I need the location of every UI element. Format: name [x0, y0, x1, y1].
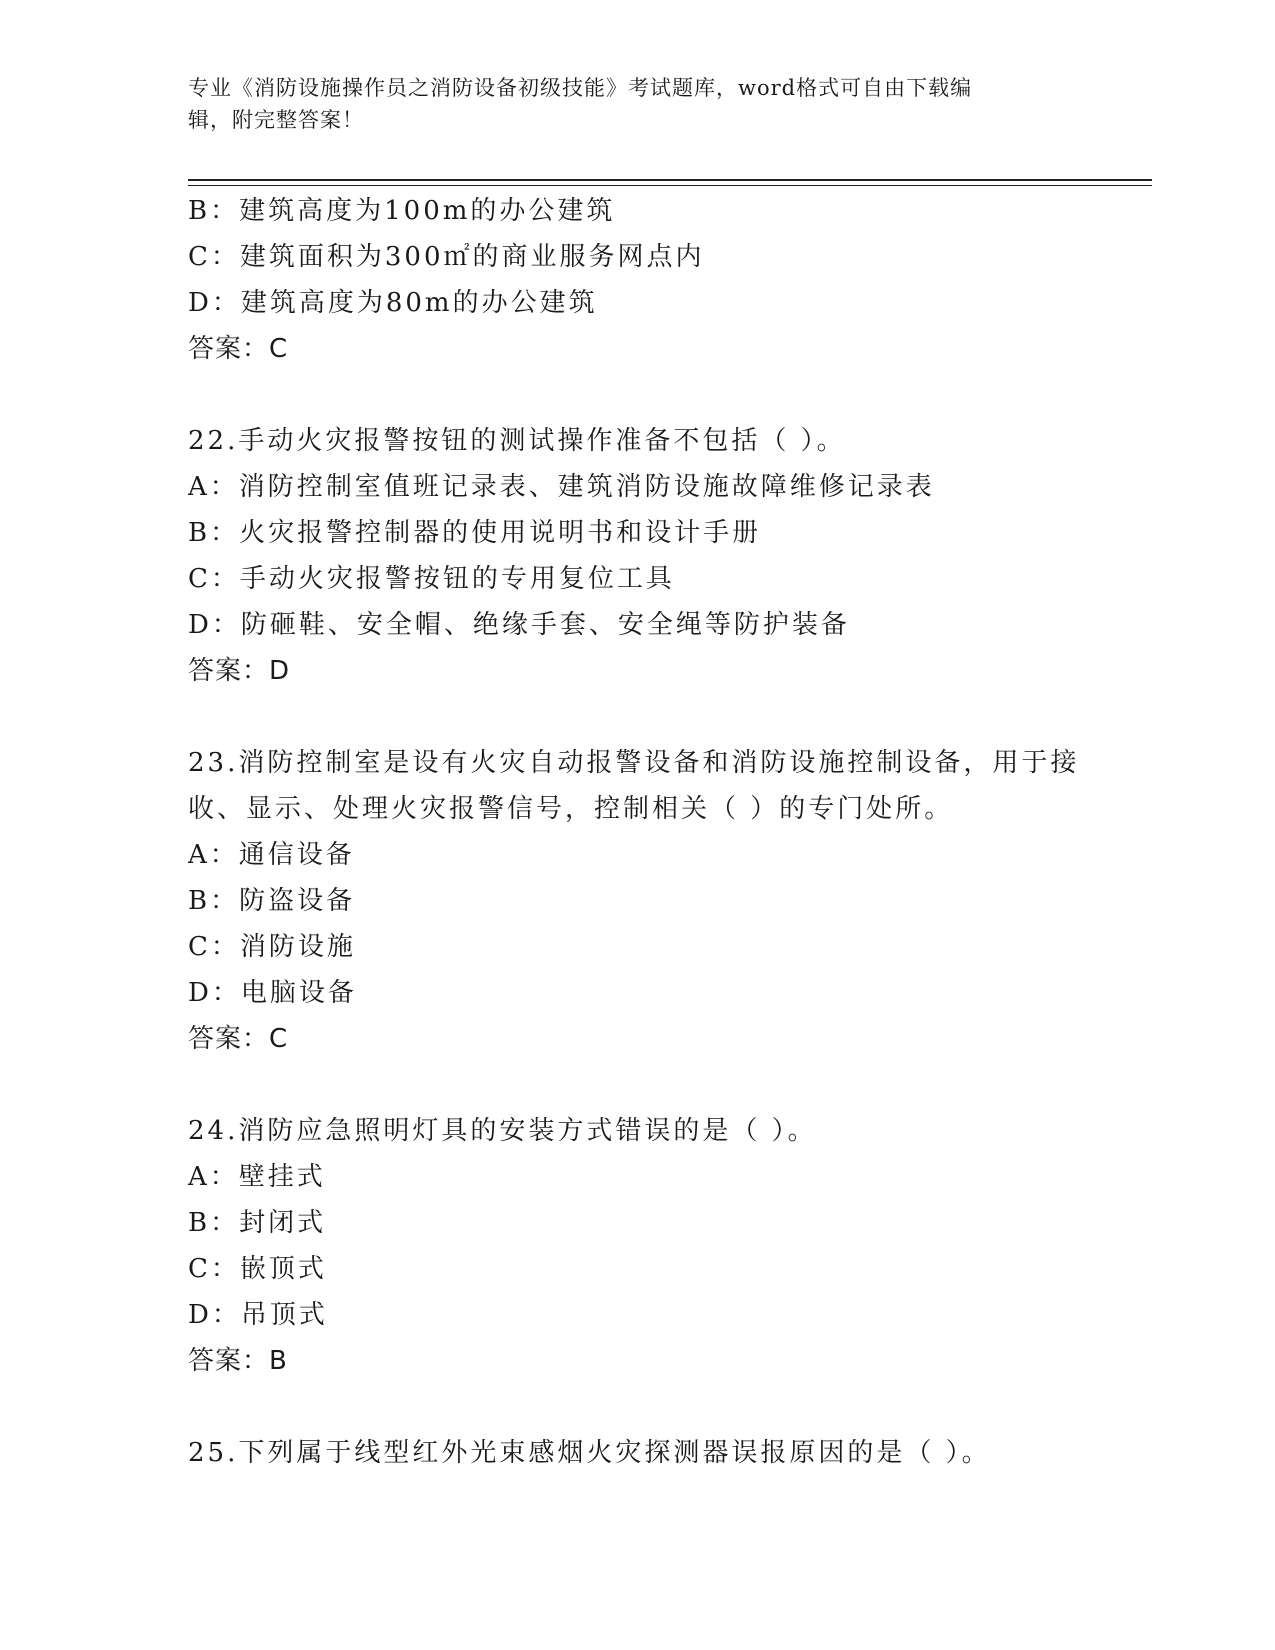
question-23	[188, 740, 1128, 1062]
header-line-1: 专业《消防设施操作员之消防设备初级技能》考试题库，word格式可自由下载编	[188, 76, 973, 100]
answer-line: 答案：C	[188, 334, 289, 364]
spacer	[188, 1062, 1128, 1108]
spacer	[188, 694, 1128, 740]
question-stem: 25.下列属于线型红外光束感烟火灾探测器误报原因的是（ ）。	[188, 1438, 991, 1468]
option-a: A：壁挂式	[188, 1162, 326, 1192]
option-c: C：手动火灾报警按钮的专用复位工具	[188, 564, 675, 594]
option-b: B：封闭式	[188, 1208, 327, 1238]
question-stem-line-2: 收、显示、处理火灾报警信号，控制相关（ ）的专门处所。	[188, 794, 954, 824]
option-a: A：消防控制室值班记录表、建筑消防设施故障维修记录表	[188, 472, 935, 502]
option-b: B：建筑高度为100m的办公建筑	[188, 196, 616, 226]
option-d: D：防砸鞋、安全帽、绝缘手套、安全绳等防护装备	[188, 610, 850, 640]
option-b: B：防盗设备	[188, 886, 356, 916]
spacer	[188, 1384, 1128, 1430]
question-list	[188, 188, 1128, 1476]
option-d: D：吊顶式	[188, 1300, 328, 1330]
spacer	[188, 372, 1128, 418]
option-a: A：通信设备	[188, 840, 355, 870]
answer-line: 答案：D	[188, 656, 291, 686]
document-header	[188, 72, 1068, 136]
header-divider-thick	[188, 179, 1152, 181]
question-stem: 24.消防应急照明灯具的安装方式错误的是（ ）。	[188, 1116, 817, 1146]
question-24	[188, 1108, 1128, 1384]
question-stem-line-1: 23.消防控制室是设有火灾自动报警设备和消防设施控制设备，用于接	[188, 748, 1080, 778]
question-25	[188, 1430, 1128, 1476]
option-c: C：建筑面积为300㎡的商业服务网点内	[188, 242, 705, 272]
option-b: B：火灾报警控制器的使用说明书和设计手册	[188, 518, 762, 548]
question-22	[188, 418, 1128, 694]
option-d: D：电脑设备	[188, 978, 357, 1008]
option-c: C：消防设施	[188, 932, 356, 962]
header-divider-thin	[188, 185, 1152, 186]
option-c: C：嵌顶式	[188, 1254, 327, 1284]
answer-line: 答案：C	[188, 1024, 289, 1054]
option-d: D：建筑高度为80m的办公建筑	[188, 288, 598, 318]
question-21-continuation	[188, 188, 1128, 372]
header-line-2: 辑，附完整答案！	[188, 108, 364, 132]
question-stem: 22.手动火灾报警按钮的测试操作准备不包括（ ）。	[188, 426, 846, 456]
answer-line: 答案：B	[188, 1346, 288, 1376]
